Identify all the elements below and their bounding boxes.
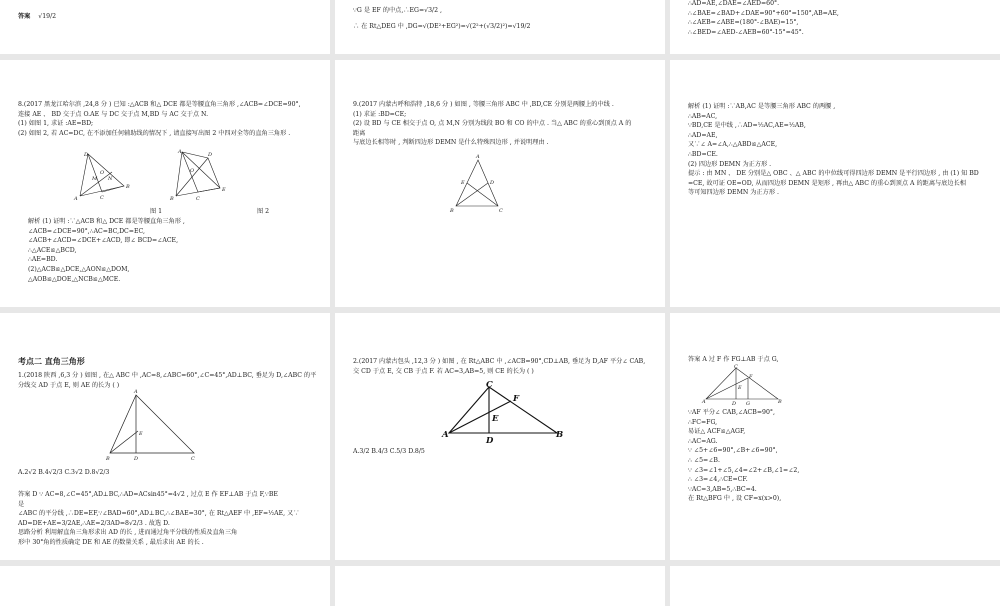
panel-problem-9 <box>335 60 665 307</box>
problem-line: 1.(2018 陕西 ,6,3 分 ) 如图 , 在△ ABC 中 ,AC=8,∠ABC=60°,∠C=45°,AD⊥BC, 垂足为 D,∠ABC 的平 <box>18 372 317 380</box>
solution-line: 易证△ ACF≌△AGF, <box>688 428 746 436</box>
svg-text:D: D <box>134 456 139 462</box>
answer-line: 是 <box>18 500 25 508</box>
problem-line: 分线交 AD 于点 E, 则 AE 的长为 ( ) <box>18 382 120 389</box>
solution-line: ∴ ∠3=∠4,∴CE=CF. <box>688 476 748 484</box>
svg-text:C: C <box>734 364 738 370</box>
answer-value: √19/2 <box>38 13 57 20</box>
problem-line: 连接 AE 、 BD 交于点 O.AE 与 DC 交于点 M,BD 与 AC 交于点 N. <box>18 110 209 118</box>
svg-text:A: A <box>442 430 449 440</box>
solution-line: ∴FC=FG, <box>688 418 718 426</box>
svg-text:A: A <box>178 149 182 155</box>
text-line: ∴∠BED=∠AED-∠AEB=60°-15°=45°. <box>688 28 804 36</box>
solution-line: 解析 (1) 证明 :∵△ACB 和△ DCE 都是等腰直角三角形 , <box>28 218 185 225</box>
panel-bottom-left <box>0 566 330 606</box>
solution-line: ∵BD,CE 是中线 ,∴AD=½AC,AE=½AB, <box>688 122 806 130</box>
solution-line: ∠ACB+∠ACD=∠DCE+∠ACD, 即∠ BCD=∠ACE, <box>28 237 179 245</box>
svg-text:B: B <box>556 430 564 440</box>
solution-line: (2)△ACB≌△DCE,△AON≌△DOM, <box>28 266 130 274</box>
svg-text:M: M <box>92 176 98 182</box>
options-line: A.2√2 B.4√2/3 C.3√2 D.8√2/3 <box>18 469 110 476</box>
panel-top-middle <box>335 0 665 54</box>
svg-text:E: E <box>222 187 226 193</box>
panel-bottom-middle <box>335 566 665 606</box>
svg-text:B: B <box>450 208 454 214</box>
analysis-line: 思路分析 利用解直角三角形求出 AD 的长 , 进而通过角平分线的性质及直角三角 <box>18 529 238 537</box>
problem-line: 与底边长相等时 , 判断四边形 DEMN 是什么特殊四边形 , 并说明理由 . <box>353 139 549 147</box>
svg-text:A: A <box>702 399 706 405</box>
solution-line: 又∵∠ A=∠A,∴△ABD≌△ACE, <box>688 141 778 149</box>
figure-right-triangle <box>439 381 563 445</box>
solution-line: 在 Rt△BFG 中 , 设 CF=x(x>0), <box>688 495 782 503</box>
svg-text:D: D <box>208 152 213 158</box>
svg-text:B: B <box>778 399 782 405</box>
text-line: ∴ 在 Rt△DEG 中 ,DG=√(DE²+EG²)=√(2²+(√3/2)²)=√19/2 <box>353 22 531 30</box>
svg-text:D: D <box>486 436 494 446</box>
analysis-line: 形中 30°角的性质确定 DE 和 AE 的数量关系 , 最后求出 AE 的长 . <box>18 539 204 547</box>
svg-text:G: G <box>746 401 750 407</box>
svg-text:F: F <box>749 374 753 380</box>
svg-text:C: C <box>191 456 195 462</box>
problem-line: (2) 设 BD 与 CE 相交于点 O, 点 M,N 分别为线段 BO 和 CO 的中点 . 当△ ABC 的重心到顶点 A 的 <box>353 120 632 128</box>
svg-text:E: E <box>738 385 742 391</box>
problem-line: 交 CD 于点 E, 交 CB 于点 F. 若 AC=3,AB=5, 则 CE 的长为 ( ) <box>353 367 534 375</box>
solution-line: ∴AC=AG. <box>688 437 718 445</box>
panel-bottom-right <box>670 566 1000 606</box>
problem-line: 距离 <box>353 129 366 137</box>
answer-label: 答案 <box>18 13 31 20</box>
answer-line: ∠ABC 的平分线 ,∴DE=EF,∵∠BAD=60°,AD⊥BC,∴∠BAE=30°, 在 Rt△AEF 中 ,EF=½AE, 又∵ <box>18 510 300 518</box>
figure-2 <box>168 148 230 202</box>
panel-top-left <box>0 0 330 54</box>
solution-line: ∵AC=3,AB=5,∴BC=4. <box>688 485 757 493</box>
svg-text:C: C <box>499 208 503 214</box>
panel-problem-8 <box>0 60 330 307</box>
answer-head: 答案 A 过 F 作 FG⊥AB 于点 G, <box>688 356 779 363</box>
panel-problem-9-solution <box>670 60 1000 307</box>
solution-line: 等可知四边形 DEMN 为正方形 . <box>688 189 779 197</box>
text-line: ∵G 是 EF 的中点,∴EG=√3/2 , <box>353 7 442 14</box>
svg-text:D: D <box>490 180 495 186</box>
solution-line: =CE, 故可证 OE=OD, 从而四边形 DEMN 是矩形 , 再由△ ABC 的重心到顶点 A 的距离与底边长相 <box>688 179 966 187</box>
panel-kaodian-2 <box>0 313 330 560</box>
problem-line: (2) 如图 2, 若 AC=DC, 在不添加任何辅助线的情况下 , 请直接写出图 2 中四对全等的直角三角形 . <box>18 129 291 137</box>
svg-text:O: O <box>100 170 105 176</box>
svg-text:B: B <box>170 196 174 202</box>
svg-text:N: N <box>108 176 113 182</box>
problem-line: 9.(2017 内蒙古呼和浩特 ,18,6 分 ) 如图 , 等腰三角形 ABC 中 ,BD,CE 分别是两腰上的中线 . <box>353 101 614 108</box>
svg-text:C: C <box>196 196 200 202</box>
svg-text:E: E <box>461 180 465 186</box>
svg-text:B: B <box>126 184 130 190</box>
solution-line: ∴AB=AC, <box>688 112 718 120</box>
options-line: A.3/2 B.4/3 C.5/3 D.8/5 <box>353 448 425 455</box>
svg-text:C: C <box>100 195 104 201</box>
figure-1 <box>72 152 132 202</box>
answer-line: 答案 D ∵ AC=8,∠C=45°,AD⊥BC,∴AD=ACsin45°=4√2 , 过点 E 作 EF⊥AB 于点 F,∵BE <box>18 491 278 498</box>
solution-line: ∴AE=BD. <box>28 256 58 264</box>
solution-line: ∴△ACE≌△BCD, <box>28 246 77 254</box>
solution-line: ∴ ∠5=∠B. <box>688 457 720 465</box>
svg-text:A: A <box>74 196 78 202</box>
solution-line: 提示 : 由 MN 、 DE 分别是△ OBC 、△ ABC 的中位线可得四边形 DEMN 是平行四边形 , 由 (1) 知 BD <box>688 170 979 178</box>
figure-isosceles <box>450 154 506 214</box>
text-line: ∴∠BAE=∠BAD+∠DAE=90°+60°=150°,AB=AE, <box>688 9 839 17</box>
figure-2-caption: 图 2 <box>257 208 270 215</box>
solution-line: △AOB≌△DOE,△NCB≌△MCE. <box>28 275 121 283</box>
section-heading: 考点二 直角三角形 <box>18 356 85 366</box>
svg-text:B: B <box>106 456 110 462</box>
solution-line: ∵AF 平分∠ CAB,∠ACB=90°, <box>688 409 775 416</box>
svg-text:E: E <box>492 414 499 424</box>
panel-kaodian-2-q2-solution <box>670 313 1000 560</box>
solution-line: 解析 (1) 证明 :∵AB,AC 是等腰三角形 ABC 的两腰 , <box>688 103 836 110</box>
solution-line: ∵ ∠5+∠6=90°,∠B+∠6=90°, <box>688 447 778 455</box>
figure-1-caption: 图 1 <box>150 208 163 215</box>
svg-text:C: C <box>486 380 493 390</box>
solution-line: ∴AD=AE, <box>688 131 718 139</box>
text-line: ∴AD=AE,∠DAE=∠AED=60°. <box>688 0 780 7</box>
solution-line: ∠ACB=∠DCE=90°,∴AC=BC,DC=EC, <box>28 227 145 235</box>
answer-line: AD=DE+AE=3/2AE,∴AE=2/3AD=8√2/3 . 故选 D. <box>18 519 170 527</box>
panel-top-right <box>670 0 1000 54</box>
figure-triangle-abc <box>104 389 200 461</box>
panel-kaodian-2-q2 <box>335 313 665 560</box>
problem-line: 2.(2017 内蒙古包头 ,12,3 分 ) 如图 , 在 Rt△ABC 中 ,∠ACB=90°,CD⊥AB, 垂足为 D,AF 平分∠ CAB, <box>353 358 646 365</box>
problem-line: (1) 求证 :BD=CE; <box>353 110 407 118</box>
problem-line: (1) 如图 1, 求证 :AE=BD; <box>18 120 94 128</box>
figure-solution-triangle <box>702 365 782 405</box>
text-line: ∴∠AEB=∠ABE=(180°-∠BAE)=15°, <box>688 19 799 27</box>
solution-line: (2) 四边形 DEMN 为正方形 . <box>688 160 772 168</box>
svg-text:D: D <box>84 152 89 158</box>
svg-text:O: O <box>190 168 195 174</box>
svg-text:E: E <box>139 431 143 437</box>
solution-line: ∵ ∠3=∠1+∠5,∠4=∠2+∠B,∠1=∠2, <box>688 466 800 474</box>
svg-text:F: F <box>513 394 520 404</box>
problem-line: 8.(2017 黑龙江哈尔滨 ,24,8 分 ) 已知 :△ACB 和△ DCE 都是等腰直角三角形 ,∠ACB=∠DCE=90°, <box>18 101 301 108</box>
svg-text:A: A <box>134 389 138 395</box>
svg-text:A: A <box>476 154 480 160</box>
solution-line: ∴BD=CE. <box>688 151 718 159</box>
svg-text:D: D <box>732 401 737 407</box>
